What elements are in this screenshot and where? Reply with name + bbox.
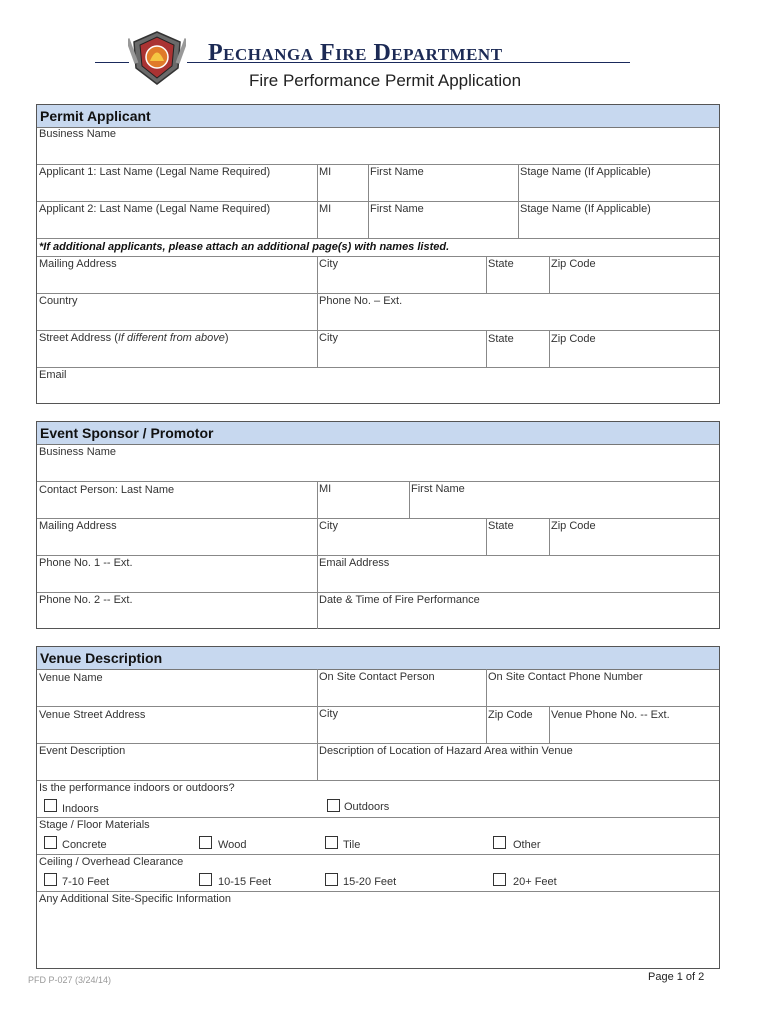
clearance-10-15-checkbox[interactable] <box>199 873 212 886</box>
country-field[interactable]: Country <box>39 295 78 307</box>
hazard-area-description-field[interactable]: Description of Location of Hazard Area within Venue <box>319 745 573 757</box>
applicant1-mi-field[interactable]: MI <box>319 166 332 178</box>
clearance-15-20-label: 15-20 Feet <box>343 876 397 888</box>
tile-label: Tile <box>343 839 361 851</box>
sponsor-phone2-field[interactable]: Phone No. 2 -- Ext. <box>39 594 133 606</box>
sponsor-state-field[interactable]: State <box>488 520 514 532</box>
phone-field[interactable]: Phone No. – Ext. <box>319 295 403 307</box>
additional-applicants-note: *If additional applicants, please attach an additional page(s) with names listed. <box>39 241 450 253</box>
concrete-label: Concrete <box>62 839 107 851</box>
onsite-contact-field[interactable]: On Site Contact Person <box>319 671 435 683</box>
other-label: Other <box>513 839 541 851</box>
city-field[interactable]: City <box>319 258 338 270</box>
street-address-field[interactable]: Street Address (If different from above) <box>39 332 229 344</box>
state-field[interactable]: State <box>488 258 514 270</box>
contact-last-name-field[interactable]: Contact Person: Last Name <box>39 484 175 496</box>
ceiling-clearance-label: Ceiling / Overhead Clearance <box>39 856 184 868</box>
header-rule-left <box>95 62 129 63</box>
stage-floor-materials-label: Stage / Floor Materials <box>39 819 150 831</box>
performance-date-time-field[interactable]: Date & Time of Fire Performance <box>319 594 480 606</box>
business-name-field[interactable]: Business Name <box>39 128 117 140</box>
form-title: Fire Performance Permit Application <box>248 71 522 90</box>
applicant2-mi-field[interactable]: MI <box>319 203 332 215</box>
section-heading: Permit Applicant <box>37 105 719 128</box>
venue-zip-field[interactable]: Zip Code <box>488 709 533 721</box>
permit-applicant-section <box>36 104 720 404</box>
state2-field[interactable]: State <box>488 333 514 345</box>
venue-city-field[interactable]: City <box>319 708 338 720</box>
contact-first-name-field[interactable]: First Name <box>411 483 465 495</box>
event-sponsor-section <box>36 421 720 629</box>
sponsor-mailing-address-field[interactable]: Mailing Address <box>39 520 117 532</box>
city2-field[interactable]: City <box>319 332 338 344</box>
clearance-10-15-label: 10-15 Feet <box>218 876 272 888</box>
clearance-20-plus-checkbox[interactable] <box>493 873 506 886</box>
venue-phone-field[interactable]: Venue Phone No. -- Ext. <box>551 709 670 721</box>
additional-info-field[interactable]: Any Additional Site-Specific Information <box>39 893 231 905</box>
concrete-checkbox[interactable] <box>44 836 57 849</box>
wood-label: Wood <box>218 839 247 851</box>
sponsor-email-field[interactable]: Email Address <box>319 557 390 569</box>
event-description-field[interactable]: Event Description <box>39 745 126 757</box>
outdoors-checkbox[interactable] <box>327 799 340 812</box>
indoors-label: Indoors <box>62 803 99 815</box>
applicant1-first-name-field[interactable]: First Name <box>370 166 424 178</box>
applicant2-first-name-field[interactable]: First Name <box>370 203 424 215</box>
wood-checkbox[interactable] <box>199 836 212 849</box>
venue-description-section <box>36 646 720 969</box>
indoors-checkbox[interactable] <box>44 799 57 812</box>
outdoors-label: Outdoors <box>344 801 390 813</box>
other-checkbox[interactable] <box>493 836 506 849</box>
applicant1-stage-name-field[interactable]: Stage Name (If Applicable) <box>520 166 651 178</box>
section-heading: Venue Description <box>37 647 719 670</box>
tile-checkbox[interactable] <box>325 836 338 849</box>
clearance-15-20-checkbox[interactable] <box>325 873 338 886</box>
contact-mi-field[interactable]: MI <box>319 483 332 495</box>
sponsor-business-name-field[interactable]: Business Name <box>39 446 117 458</box>
sponsor-city-field[interactable]: City <box>319 520 338 532</box>
applicant1-last-name-field[interactable]: Applicant 1: Last Name (Legal Name Required) <box>39 166 271 178</box>
zip-code-field[interactable]: Zip Code <box>551 258 596 270</box>
form-code: PFD P-027 (3/24/14) <box>28 975 112 985</box>
sponsor-zip-field[interactable]: Zip Code <box>551 520 596 532</box>
indoors-outdoors-question: Is the performance indoors or outdoors? <box>39 782 235 794</box>
clearance-7-10-checkbox[interactable] <box>44 873 57 886</box>
section-heading: Event Sponsor / Promotor <box>37 422 719 445</box>
organization-name: Pechanga Fire Department <box>208 40 503 66</box>
venue-name-field[interactable]: Venue Name <box>39 672 103 684</box>
venue-street-field[interactable]: Venue Street Address <box>39 709 146 721</box>
page-number: Page 1 of 2 <box>648 971 705 983</box>
clearance-20-plus-label: 20+ Feet <box>513 876 557 888</box>
clearance-7-10-label: 7-10 Feet <box>62 876 110 888</box>
onsite-phone-field[interactable]: On Site Contact Phone Number <box>488 671 643 683</box>
email-field[interactable]: Email <box>39 369 67 381</box>
applicant2-stage-name-field[interactable]: Stage Name (If Applicable) <box>520 203 651 215</box>
applicant2-last-name-field[interactable]: Applicant 2: Last Name (Legal Name Required) <box>39 203 271 215</box>
zip-code2-field[interactable]: Zip Code <box>551 333 596 345</box>
mailing-address-field[interactable]: Mailing Address <box>39 258 117 270</box>
sponsor-phone1-field[interactable]: Phone No. 1 -- Ext. <box>39 557 133 569</box>
